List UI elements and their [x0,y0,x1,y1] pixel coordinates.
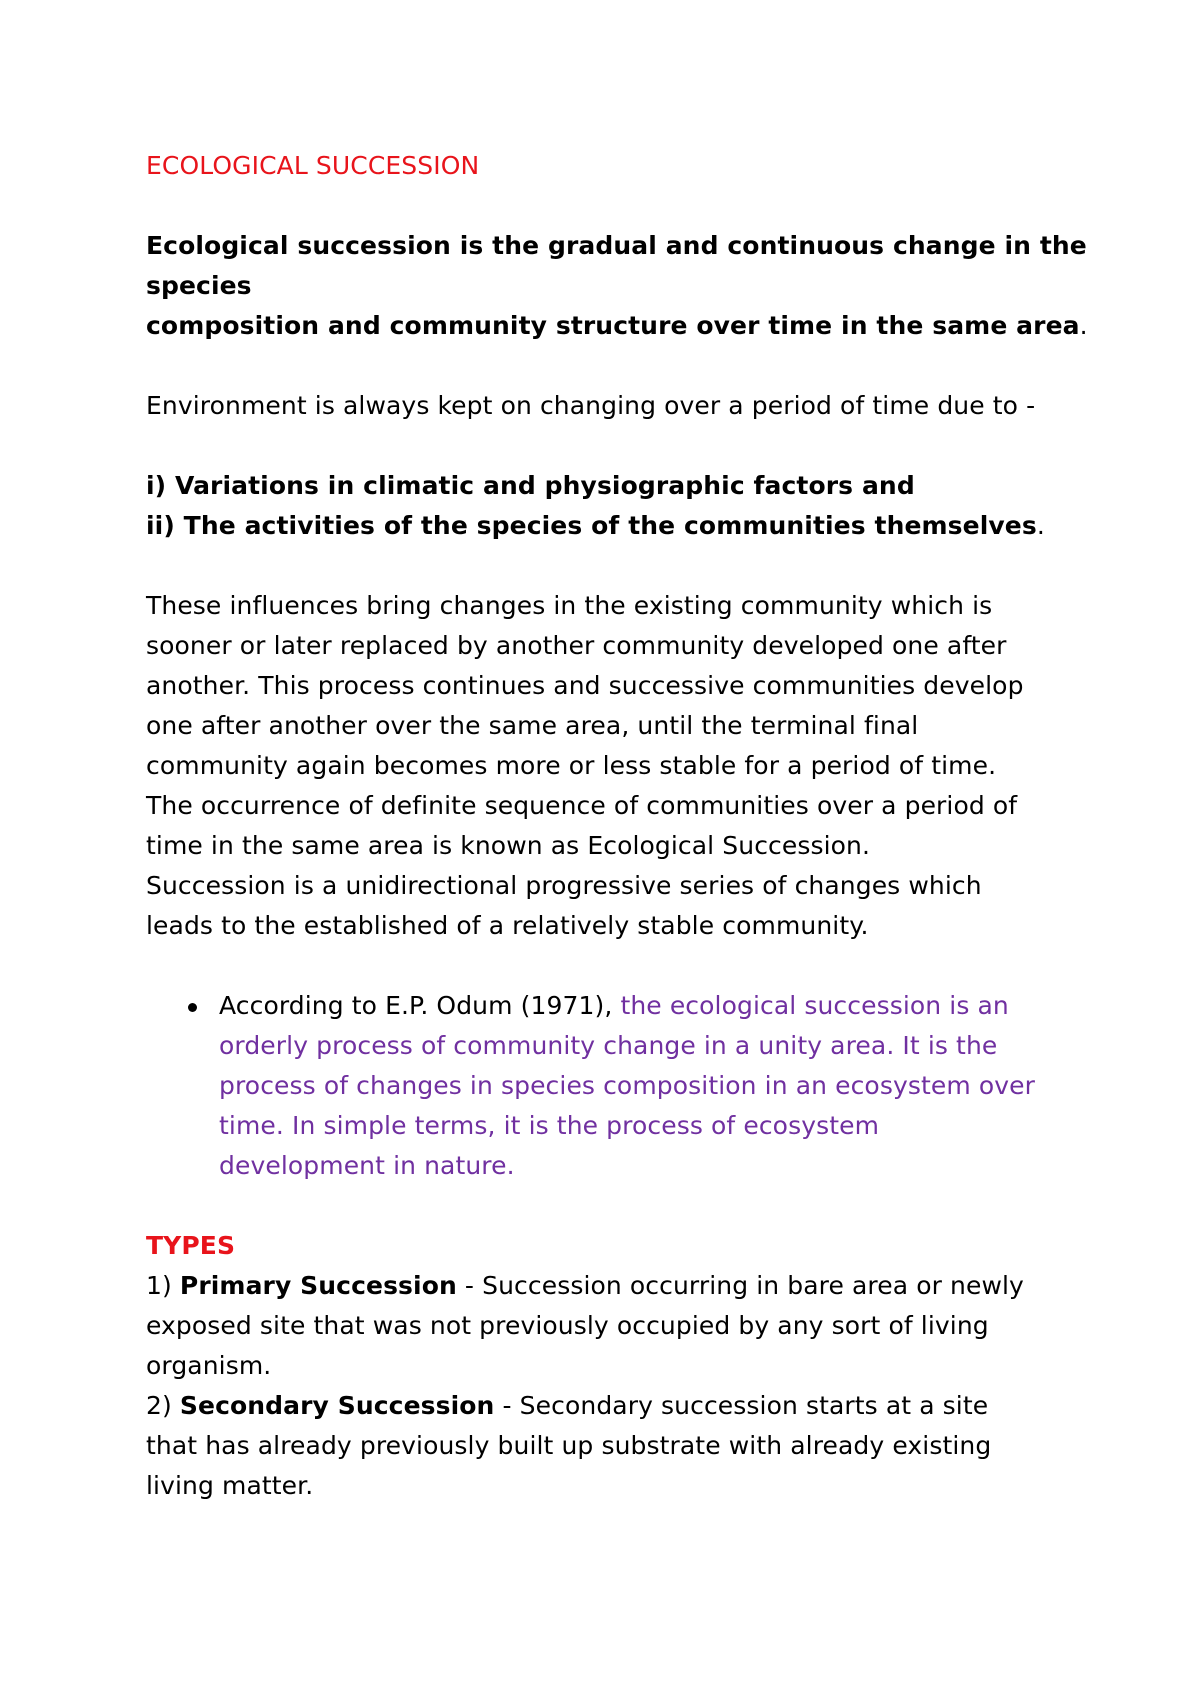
odum-quote-start: the ecological succession is an [620,991,1009,1020]
definition-line-3-text: composition and community structure over time in the same area [146,311,1080,340]
primary-line-2: exposed site that was not previously occupied by any sort of living [146,1311,989,1340]
secondary-name: Secondary Succession [179,1391,495,1420]
paragraph-line: leads to the established of a relatively stable community. [146,911,869,940]
odum-line-1 [219,986,1086,1026]
odum-quote-line: orderly process of community change in a unity area. It is the [219,1031,998,1060]
paragraph-line: community again becomes more or less stable for a period of time. [146,751,997,780]
body-paragraph [146,586,1086,946]
paragraph-line: The occurrence of definite sequence of communities over a period of [146,791,1018,820]
secondary-desc: - Secondary succession starts at a site [494,1391,989,1420]
document-page [146,146,1086,1506]
odum-quote-line: development in nature. [219,1151,515,1180]
bullet-icon [188,1003,197,1012]
paragraph-line: Succession is a unidirectional progressive series of changes which [146,871,982,900]
factors-list [146,466,1086,546]
paragraph-line: time in the same area is known as Ecological Succession. [146,831,871,860]
factor-item-2-period: . [1036,511,1045,540]
secondary-line-2: that has already previously built up substrate with already existing [146,1431,992,1460]
odum-quote-line: time. In simple terms, it is the process of ecosystem [219,1111,880,1140]
primary-desc: - Succession occurring in bare area or newly [456,1271,1024,1300]
primary-number: 1) [146,1271,180,1300]
definition-line-3 [146,306,1086,346]
odum-attribution: According to E.P. Odum (1971), [219,991,621,1020]
odum-quote-line: process of changes in species composition in an ecosystem over [219,1071,1036,1100]
environment-line: Environment is always kept on changing over a period of time due to - [146,391,1036,420]
definition-line-1: Ecological succession is the gradual and continuous change in the [146,231,1087,260]
factor-item-2-text: ii) The activities of the species of the communities themselves [146,511,1037,540]
paragraph-line: another. This process continues and successive communities develop [146,671,1024,700]
factor-item-2 [146,506,1086,546]
primary-line-1 [146,1266,1086,1306]
definition-block [146,226,1086,346]
primary-name: Primary Succession [179,1271,457,1300]
paragraph-line: one after another over the same area, until the terminal final [146,711,919,740]
paragraph-line: These influences bring changes in the existing community which is [146,591,993,620]
definition-line-2: species [146,271,252,300]
secondary-line-1 [146,1386,1086,1426]
primary-line-3: organism. [146,1351,272,1380]
primary-succession [146,1266,1086,1386]
odum-bullet-item [146,986,1086,1186]
secondary-succession [146,1386,1086,1506]
document-title: ECOLOGICAL SUCCESSION [146,151,480,180]
types-heading: TYPES [146,1231,236,1260]
secondary-number: 2) [146,1391,180,1420]
paragraph-line: sooner or later replaced by another community developed one after [146,631,1007,660]
secondary-line-3: living matter. [146,1471,314,1500]
factor-item-1: i) Variations in climatic and physiographic factors and [146,471,915,500]
definition-line-3-period: . [1079,311,1088,340]
